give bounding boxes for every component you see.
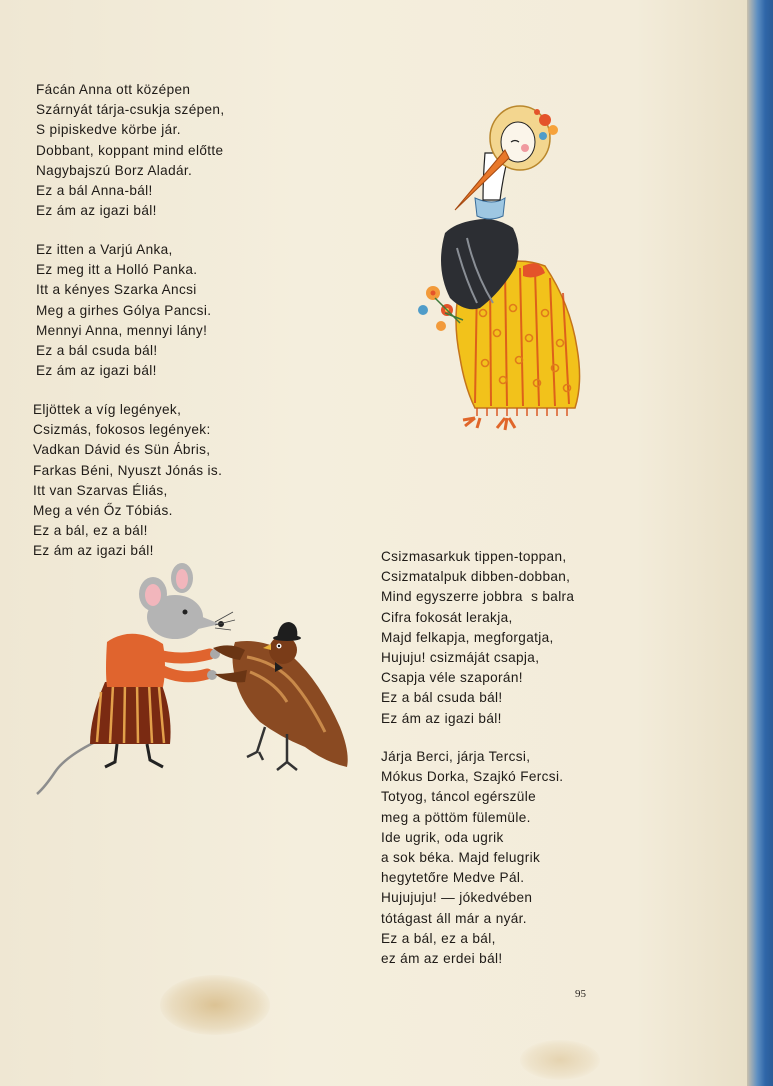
- poem-line: tótágast áll már a nyár.: [381, 910, 527, 926]
- mouse-and-bird-illustration: [35, 562, 355, 802]
- poem-line: Ez ám az igazi bál!: [381, 710, 502, 726]
- poem-line: Totyog, táncol egérszüle: [381, 789, 536, 805]
- poem-line: Vadkan Dávid és Sün Ábris,: [33, 442, 211, 458]
- poem-line: Dobbant, koppant mind előtte: [36, 142, 224, 158]
- poem-line: Eljöttek a víg legények,: [33, 402, 182, 417]
- poem-line: Ez a bál Anna-bál!: [36, 183, 153, 199]
- poem-line: Ide ugrik, oda ugrik: [381, 829, 504, 845]
- poem-line: S pipiskedve körbe jár.: [36, 122, 181, 138]
- stanza: [381, 747, 563, 969]
- poem-line: Csizmatalpuk dibben-dobban,: [381, 569, 571, 585]
- poem-line: Ez ám az igazi bál!: [36, 203, 157, 219]
- poem-line: Hujujuju! — jókedvében: [381, 890, 533, 906]
- poem-line: Ez a bál, ez a bál,: [381, 930, 496, 946]
- poem-line: Ez a bál csuda bál!: [36, 343, 158, 359]
- page-number: 95: [575, 988, 586, 1000]
- poem-line: Mókus Dorka, Szajkó Fercsi.: [381, 769, 564, 785]
- stanza: [33, 400, 222, 562]
- stanza: [36, 240, 211, 381]
- poem-line: Fácán Anna ott középen: [36, 82, 191, 97]
- poem-line: Ez a bál, ez a bál!: [33, 523, 148, 539]
- poem-line: Majd felkapja, megforgatja,: [381, 629, 554, 645]
- poem-line: Ez meg itt a Holló Panka.: [36, 262, 198, 278]
- poem-line: Meg a girhes Gólya Pancsi.: [36, 302, 212, 318]
- poem-line: Járja Berci, járja Tercsi,: [381, 749, 531, 764]
- poem-line: meg a pöttöm fülemüle.: [381, 809, 531, 825]
- paper-stain: [160, 975, 270, 1035]
- poem-line: Hujuju! csizmáját csapja,: [381, 650, 540, 666]
- poem-line: Cifra fokosát lerakja,: [381, 609, 513, 625]
- poem-line: Nagybajszú Borz Aladár.: [36, 162, 193, 178]
- poem-line: Ez ám az igazi bál!: [36, 363, 157, 379]
- poem-line: Mind egyszerre jobbra s balra: [381, 589, 575, 605]
- poem-line: Itt a kényes Szarka Ancsi: [36, 282, 197, 298]
- stork-illustration: [405, 98, 590, 443]
- poem-line: Farkas Béni, Nyuszt Jónás is.: [33, 462, 223, 478]
- stanza: [36, 80, 224, 221]
- poem-line: ez ám az erdei bál!: [381, 951, 503, 967]
- paper-stain: [520, 1040, 600, 1080]
- poem-line: hegytetőre Medve Pál.: [381, 870, 525, 886]
- book-cover-edge: [747, 0, 773, 1086]
- poem-line: Szárnyát tárja-csukja szépen,: [36, 102, 225, 118]
- poem-line: Meg a vén Őz Tóbiás.: [33, 503, 173, 519]
- poem-line: Itt van Szarvas Éliás,: [33, 482, 168, 498]
- poem-line: Csizmasarkuk tippen-toppan,: [381, 549, 567, 564]
- poem-line: Ez ám az igazi bál!: [33, 543, 154, 559]
- poem-line: Ez a bál csuda bál!: [381, 690, 503, 706]
- poem-line: Ez itten a Varjú Anka,: [36, 242, 173, 257]
- poem-line: Csapja véle szaporán!: [381, 670, 523, 686]
- poem-line: Csizmás, fokosos legények:: [33, 422, 211, 438]
- stanza: [381, 547, 574, 729]
- poem-line: Mennyi Anna, mennyi lány!: [36, 322, 208, 338]
- poem-line: a sok béka. Majd felugrik: [381, 850, 541, 866]
